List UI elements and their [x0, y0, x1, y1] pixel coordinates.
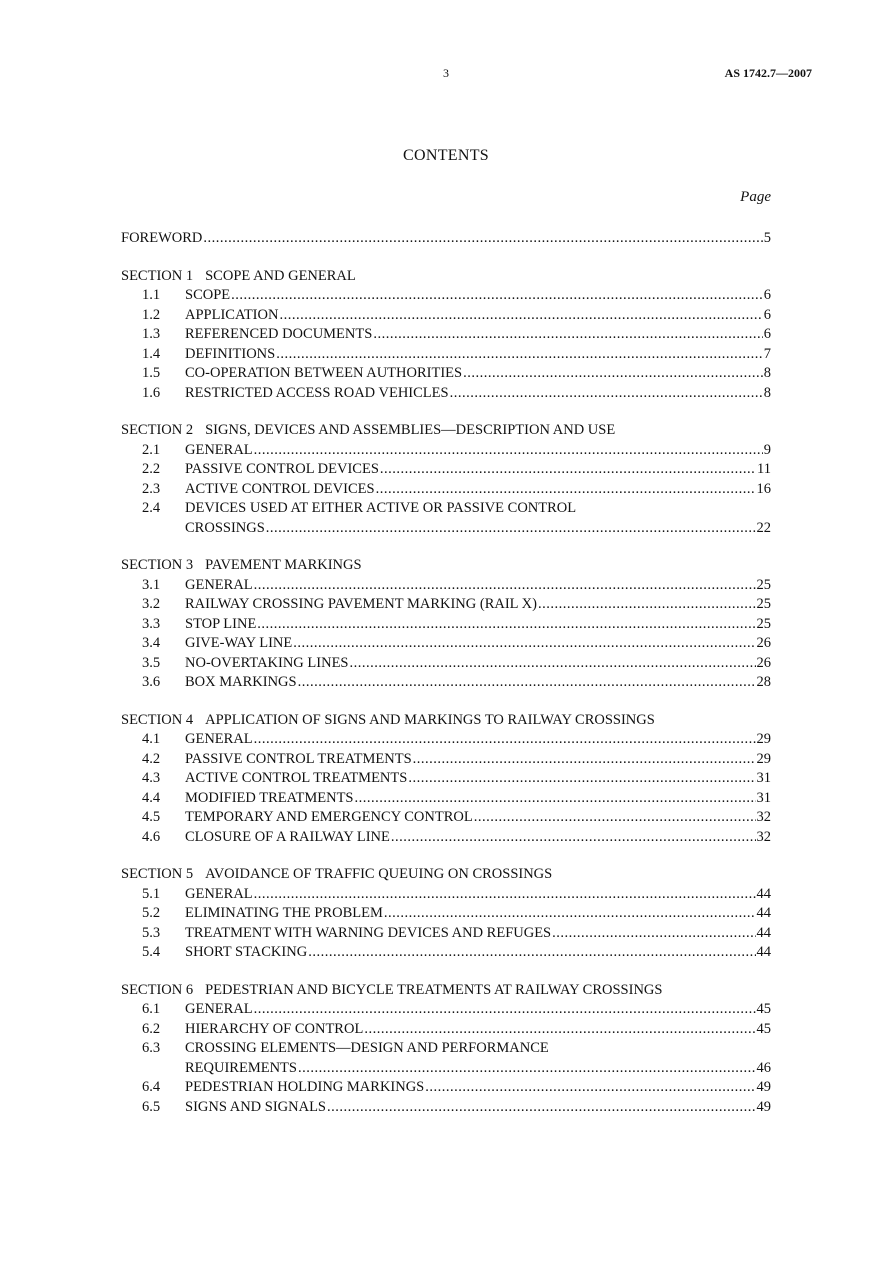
toc-entry-title: ACTIVE CONTROL DEVICES	[185, 480, 375, 497]
dot-leader	[350, 654, 756, 674]
toc-entry-page: 26	[756, 654, 771, 671]
toc-entry[interactable]	[121, 673, 771, 693]
toc-entry[interactable]	[121, 345, 771, 365]
toc-entry-number: 6.2	[142, 1020, 161, 1037]
toc-entry-number: 1.5	[142, 365, 161, 381]
section-label: SECTION 2	[121, 422, 194, 438]
toc-entry-number: 2.1	[142, 441, 161, 458]
section-label: SECTION 4	[121, 711, 194, 728]
toc-entry[interactable]	[121, 943, 771, 963]
toc-entry[interactable]	[121, 1000, 771, 1020]
toc-entry-number: 4.2	[142, 750, 161, 767]
toc-entry-number: 1.6	[142, 384, 161, 401]
toc-entry-title: ELIMINATING THE PROBLEM	[185, 905, 383, 921]
toc-entry[interactable]	[121, 325, 771, 345]
section-title: APPLICATION OF SIGNS AND MARKINGS TO RAILWAY CROSSINGS	[205, 711, 655, 728]
toc-entry[interactable]	[121, 384, 771, 404]
toc-entry-page: 7	[763, 345, 771, 362]
dot-leader	[254, 730, 756, 750]
toc-entry-page: 5	[763, 230, 771, 246]
toc-entry-page: 49	[756, 1079, 771, 1095]
toc-entry-title: GENERAL	[185, 1001, 253, 1017]
toc-entry-page: 6	[763, 287, 771, 303]
dot-leader	[463, 364, 763, 384]
toc-entry-title-continued: CROSSINGS	[185, 519, 265, 536]
section-heading[interactable]	[121, 865, 771, 885]
toc-entry[interactable]	[121, 595, 771, 615]
dot-leader	[538, 595, 756, 615]
dot-leader	[298, 1059, 756, 1079]
toc-entry[interactable]	[121, 286, 771, 306]
toc-entry[interactable]	[121, 789, 771, 809]
toc-entry-page: 46	[756, 1059, 771, 1076]
section-title: PEDESTRIAN AND BICYCLE TREATMENTS AT RAILWAY CROSSINGS	[205, 981, 663, 998]
toc-entry[interactable]	[121, 576, 771, 596]
section-label: SECTION 3	[121, 557, 194, 573]
toc-entry-number: 3.2	[142, 596, 161, 612]
toc-entry-title: ACTIVE CONTROL TREATMENTS	[185, 770, 408, 786]
toc-entry-page: 31	[756, 789, 771, 806]
toc-entry[interactable]	[121, 750, 771, 770]
toc-entry[interactable]	[121, 769, 771, 789]
section-heading[interactable]	[121, 711, 771, 731]
dot-leader	[254, 885, 756, 905]
dot-leader	[373, 325, 762, 345]
dot-leader	[552, 924, 755, 944]
dot-leader	[254, 441, 763, 461]
section-heading[interactable]	[121, 556, 771, 576]
toc-entry[interactable]	[121, 828, 771, 848]
dot-leader	[408, 769, 755, 789]
toc-entry[interactable]	[121, 1078, 771, 1098]
toc-entry-page: 16	[756, 480, 771, 497]
toc-entry-page: 44	[756, 905, 771, 921]
toc-entry-continuation[interactable]	[121, 519, 771, 539]
toc-entry[interactable]	[121, 1098, 771, 1118]
toc-entry-page: 31	[756, 770, 771, 786]
dot-leader	[391, 828, 756, 848]
toc-entry-page: 32	[756, 809, 771, 825]
section-title: SIGNS, DEVICES AND ASSEMBLIES—DESCRIPTION AND USE	[205, 422, 616, 438]
toc-entry-number: 5.2	[142, 905, 161, 921]
dot-leader	[203, 229, 762, 249]
toc-entry-title: GENERAL	[185, 576, 253, 593]
toc-entry-title: TEMPORARY AND EMERGENCY CONTROL	[185, 809, 473, 825]
toc-entry-title-continued: REQUIREMENTS	[185, 1059, 297, 1076]
table-of-contents	[121, 229, 771, 1117]
toc-entry-page: 29	[756, 731, 771, 747]
section-heading[interactable]	[121, 421, 771, 441]
toc-entry-page: 9	[763, 441, 771, 458]
dot-leader	[384, 904, 756, 924]
toc-entry-number: 2.4	[142, 500, 161, 516]
toc-entry[interactable]	[121, 1039, 771, 1059]
toc-entry-title: DEFINITIONS	[185, 345, 276, 362]
toc-entry-number: 4.4	[142, 789, 161, 806]
dot-leader	[380, 460, 756, 480]
dot-leader	[257, 615, 755, 635]
toc-entry-page: 28	[756, 674, 771, 690]
toc-entry-number: 3.3	[142, 615, 161, 632]
toc-entry-page: 25	[756, 576, 771, 593]
toc-entry-page: 32	[756, 828, 771, 845]
dot-leader	[266, 519, 756, 539]
section-title: SCOPE AND GENERAL	[205, 267, 356, 284]
toc-entry-title: RAILWAY CROSSING PAVEMENT MARKING (RAIL X)	[185, 596, 537, 612]
toc-entry-number: 5.4	[142, 944, 161, 960]
toc-entry[interactable]	[121, 460, 771, 480]
toc-entry-title: CO-OPERATION BETWEEN AUTHORITIES	[185, 365, 463, 381]
toc-entry-continuation[interactable]	[121, 1059, 771, 1079]
toc-entry-number: 4.1	[142, 731, 161, 747]
dot-leader	[355, 789, 756, 809]
dot-leader	[254, 576, 756, 596]
section-heading[interactable]	[121, 981, 771, 1001]
toc-entry[interactable]	[121, 904, 771, 924]
toc-entry[interactable]	[121, 615, 771, 635]
toc-entry-page: 45	[756, 1020, 771, 1037]
dot-leader	[298, 673, 756, 693]
toc-entry[interactable]	[121, 480, 771, 500]
toc-entry-title: GENERAL	[185, 885, 253, 902]
toc-entry-title: FOREWORD	[121, 230, 203, 246]
dot-leader	[413, 750, 756, 770]
page-number: 3	[443, 66, 449, 80]
section-heading[interactable]	[121, 267, 771, 287]
toc-entry[interactable]	[121, 885, 771, 905]
toc-entry-title: STOP LINE	[185, 615, 257, 632]
toc-entry[interactable]	[121, 730, 771, 750]
toc-entry-title: SIGNS AND SIGNALS	[185, 1098, 326, 1115]
toc-entry-page: 8	[763, 365, 771, 381]
toc-entry-number: 4.5	[142, 809, 161, 825]
toc-entry-title: MODIFIED TREATMENTS	[185, 789, 354, 806]
dot-leader	[231, 286, 763, 306]
toc-entry-title: NO-OVERTAKING LINES	[185, 654, 349, 671]
toc-entry-title: GENERAL	[185, 731, 253, 747]
dot-leader	[276, 345, 763, 365]
toc-entry-number: 6.5	[142, 1098, 161, 1115]
toc-entry-page: 22	[756, 519, 771, 536]
toc-entry-title: PASSIVE CONTROL TREATMENTS	[185, 750, 412, 767]
toc-entry-page: 44	[756, 885, 771, 902]
dot-leader	[308, 943, 755, 963]
toc-entry-title: SHORT STACKING	[185, 944, 308, 960]
dot-leader	[254, 1000, 756, 1020]
toc-entry-number: 2.3	[142, 480, 161, 497]
dot-leader	[279, 306, 762, 326]
toc-entry-foreword[interactable]	[121, 229, 771, 249]
toc-entry-number: 4.3	[142, 770, 161, 786]
toc-entry-page: 25	[756, 615, 771, 632]
toc-entry[interactable]	[121, 1020, 771, 1040]
toc-entry-number: 3.1	[142, 576, 161, 593]
dot-leader	[450, 384, 763, 404]
toc-entry-number: 1.1	[142, 287, 161, 303]
toc-entry-page: 44	[756, 924, 771, 941]
toc-entry-number: 6.3	[142, 1040, 161, 1056]
toc-entry-title: CLOSURE OF A RAILWAY LINE	[185, 828, 390, 845]
dot-leader	[293, 634, 755, 654]
toc-entry-page: 11	[757, 461, 771, 477]
toc-entry-page: 44	[756, 944, 771, 960]
toc-entry-page: 29	[756, 750, 771, 767]
toc-entry-page: 45	[756, 1001, 771, 1017]
toc-entry-title: REFERENCED DOCUMENTS	[185, 326, 373, 342]
toc-entry-page: 6	[763, 306, 771, 323]
toc-entry-title: PEDESTRIAN HOLDING MARKINGS	[185, 1079, 425, 1095]
toc-entry-number: 1.4	[142, 345, 161, 362]
toc-entry-title: BOX MARKINGS	[185, 674, 297, 690]
toc-entry-number: 1.2	[142, 306, 161, 323]
toc-entry-number: 6.4	[142, 1079, 161, 1095]
toc-entry-number: 5.3	[142, 924, 161, 941]
toc-entry-title: CROSSING ELEMENTS—DESIGN AND PERFORMANCE	[185, 1040, 549, 1056]
toc-entry-title: APPLICATION	[185, 306, 279, 323]
toc-entry-title: HIERARCHY OF CONTROL	[185, 1020, 364, 1037]
section-label: SECTION 5	[121, 866, 194, 882]
toc-entry-number: 2.2	[142, 461, 161, 477]
toc-entry[interactable]	[121, 654, 771, 674]
standard-reference: AS 1742.7—2007	[724, 66, 812, 80]
toc-entry[interactable]	[121, 634, 771, 654]
section-title: AVOIDANCE OF TRAFFIC QUEUING ON CROSSINGS	[205, 866, 553, 882]
contents-title: CONTENTS	[403, 147, 489, 164]
dot-leader	[376, 480, 756, 500]
section-label: SECTION 1	[121, 267, 194, 284]
dot-leader	[425, 1078, 755, 1098]
dot-leader	[474, 808, 756, 828]
toc-entry-number: 6.1	[142, 1001, 161, 1017]
dot-leader	[364, 1020, 755, 1040]
toc-entry[interactable]	[121, 306, 771, 326]
toc-entry[interactable]	[121, 441, 771, 461]
toc-entry-page: 6	[763, 326, 771, 342]
section-label: SECTION 6	[121, 981, 194, 998]
toc-entry-page: 25	[756, 596, 771, 612]
toc-entry-page: 49	[756, 1098, 771, 1115]
toc-entry[interactable]	[121, 364, 771, 384]
toc-entry-title: RESTRICTED ACCESS ROAD VEHICLES	[185, 384, 449, 401]
page-column-label: Page	[740, 189, 771, 205]
toc-entry-title: PASSIVE CONTROL DEVICES	[185, 461, 379, 477]
toc-entry-page: 26	[756, 635, 771, 651]
toc-entry-number: 3.6	[142, 674, 161, 690]
toc-entry-page: 8	[763, 384, 771, 401]
toc-entry-title: GENERAL	[185, 441, 253, 458]
toc-entry-number: 3.4	[142, 635, 161, 651]
toc-entry[interactable]	[121, 808, 771, 828]
toc-entry-title: TREATMENT WITH WARNING DEVICES AND REFUGES	[185, 924, 552, 941]
toc-entry-title: GIVE-WAY LINE	[185, 635, 293, 651]
toc-entry-number: 1.3	[142, 326, 161, 342]
section-title: PAVEMENT MARKINGS	[205, 557, 362, 573]
dot-leader	[327, 1098, 756, 1118]
toc-entry-number: 4.6	[142, 828, 161, 845]
toc-entry-number: 5.1	[142, 885, 161, 902]
toc-entry[interactable]	[121, 924, 771, 944]
toc-sections	[121, 267, 771, 1118]
toc-entry[interactable]	[121, 499, 771, 519]
toc-entry-number: 3.5	[142, 654, 161, 671]
toc-entry-title: DEVICES USED AT EITHER ACTIVE OR PASSIVE CONTROL	[185, 500, 577, 516]
toc-entry-title: SCOPE	[185, 287, 231, 303]
